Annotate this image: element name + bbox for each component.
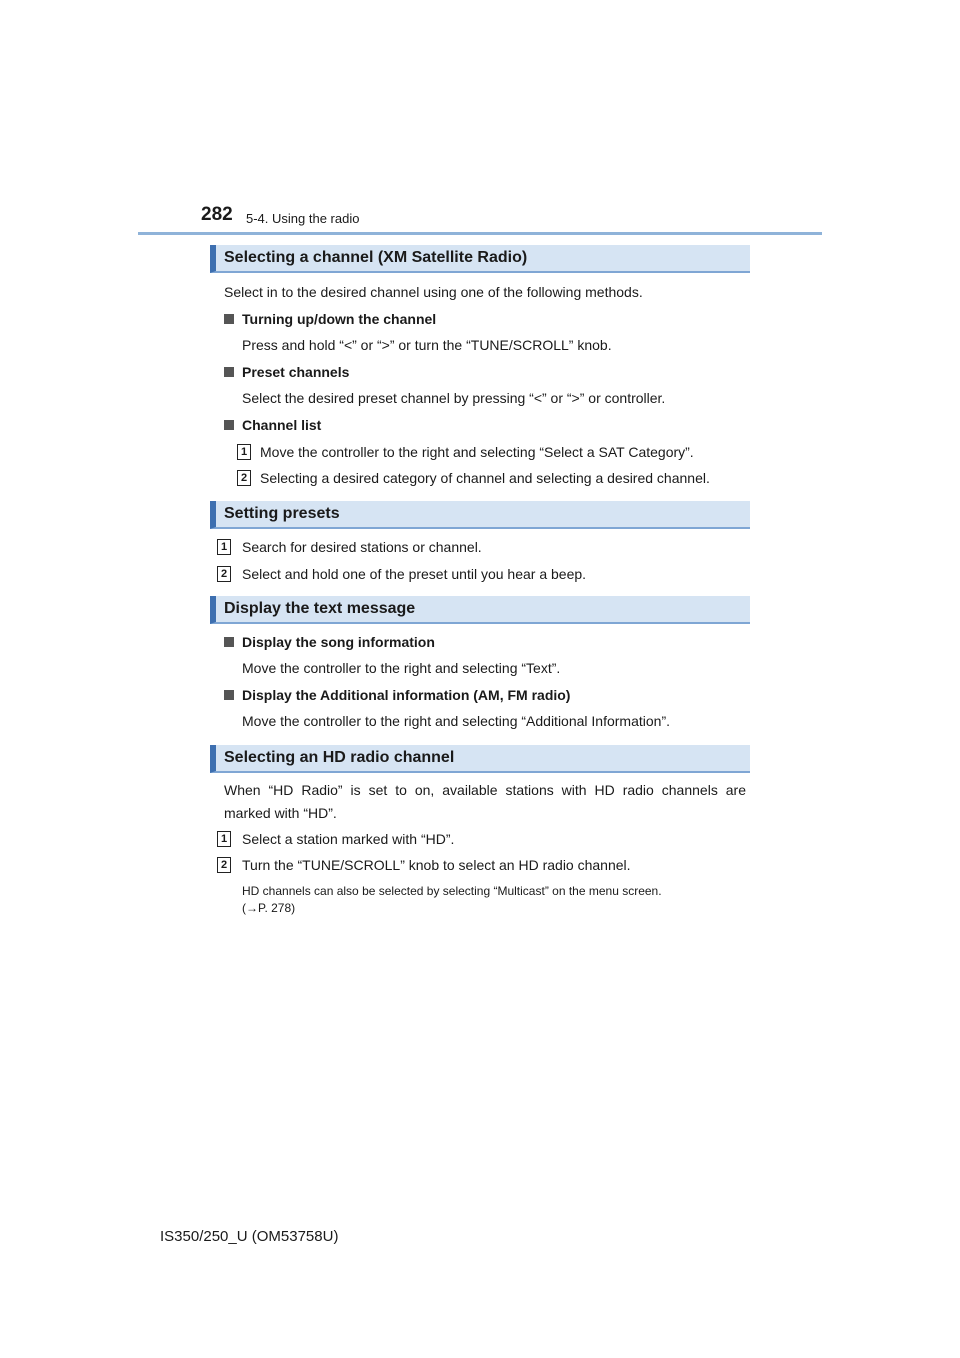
step-number-2: 2 [237,470,251,486]
item-title: Preset channels [242,364,350,380]
section-title: Selecting an HD radio channel [224,749,455,766]
chapter-title: 5-4. Using the radio [246,211,360,226]
section-header-presets [210,501,750,529]
hd-step-2: Turn the “TUNE/SCROLL” knob to select an HD radio channel. [242,857,631,873]
footer-model-code: IS350/250_U (OM53758U) [160,1228,339,1245]
xm-item-channel-list [224,416,321,434]
xm-item-preset-text: Select the desired preset channel by pressing “<” or “>” or controller. [242,390,666,406]
item-title: Display the Additional information (AM, FM radio) [242,687,571,703]
hd-note-line-1: HD channels can also be selected by selecting “Multicast” on the menu screen. [242,884,662,898]
page-number: 282 [201,204,233,225]
square-bullet-icon [224,637,234,647]
square-bullet-icon [224,420,234,430]
step-number-1: 1 [237,444,251,460]
step-number-1: 1 [217,539,231,555]
section-header-hd [210,745,750,773]
xm-intro: Select in to the desired channel using one of the following methods. [224,284,643,300]
square-bullet-icon [224,314,234,324]
square-bullet-icon [224,690,234,700]
hd-intro-line-1: When “HD Radio” is set to on, available stations with HD radio channels are [224,782,746,798]
channel-list-step-2: Selecting a desired category of channel and selecting a desired channel. [260,470,710,486]
section-header-text-message [210,596,750,624]
section-title: Display the text message [224,600,416,617]
text-item-additional [224,686,570,704]
item-title: Turning up/down the channel [242,311,437,327]
section-header-xm [210,245,750,273]
presets-step-2: Select and hold one of the preset until you hear a beep. [242,566,587,582]
hd-intro-line-2: marked with “HD”. [224,805,337,821]
header-rule [138,232,822,235]
step-number-2: 2 [217,566,231,582]
hd-step-1: Select a station marked with “HD”. [242,831,455,847]
item-title: Display the song information [242,634,435,650]
text-item-song-text: Move the controller to the right and selecting “Text”. [242,660,561,676]
presets-step-1: Search for desired stations or channel. [242,539,482,555]
step-number-1: 1 [217,831,231,847]
square-bullet-icon [224,367,234,377]
text-item-additional-text: Move the controller to the right and selecting “Additional Information”. [242,713,671,729]
channel-list-step-1: Move the controller to the right and selecting “Select a SAT Category”. [260,444,694,460]
text-item-song [224,633,435,651]
hd-note-line-2: (→P. 278) [242,901,296,915]
xm-item-turning [224,310,436,328]
xm-item-preset [224,363,349,381]
section-title: Selecting a channel (XM Satellite Radio) [224,249,528,266]
section-title: Setting presets [224,505,340,522]
step-number-2: 2 [217,857,231,873]
xm-item-turning-text: Press and hold “<” or “>” or turn the “TUNE/SCROLL” knob. [242,337,612,353]
item-title: Channel list [242,417,322,433]
